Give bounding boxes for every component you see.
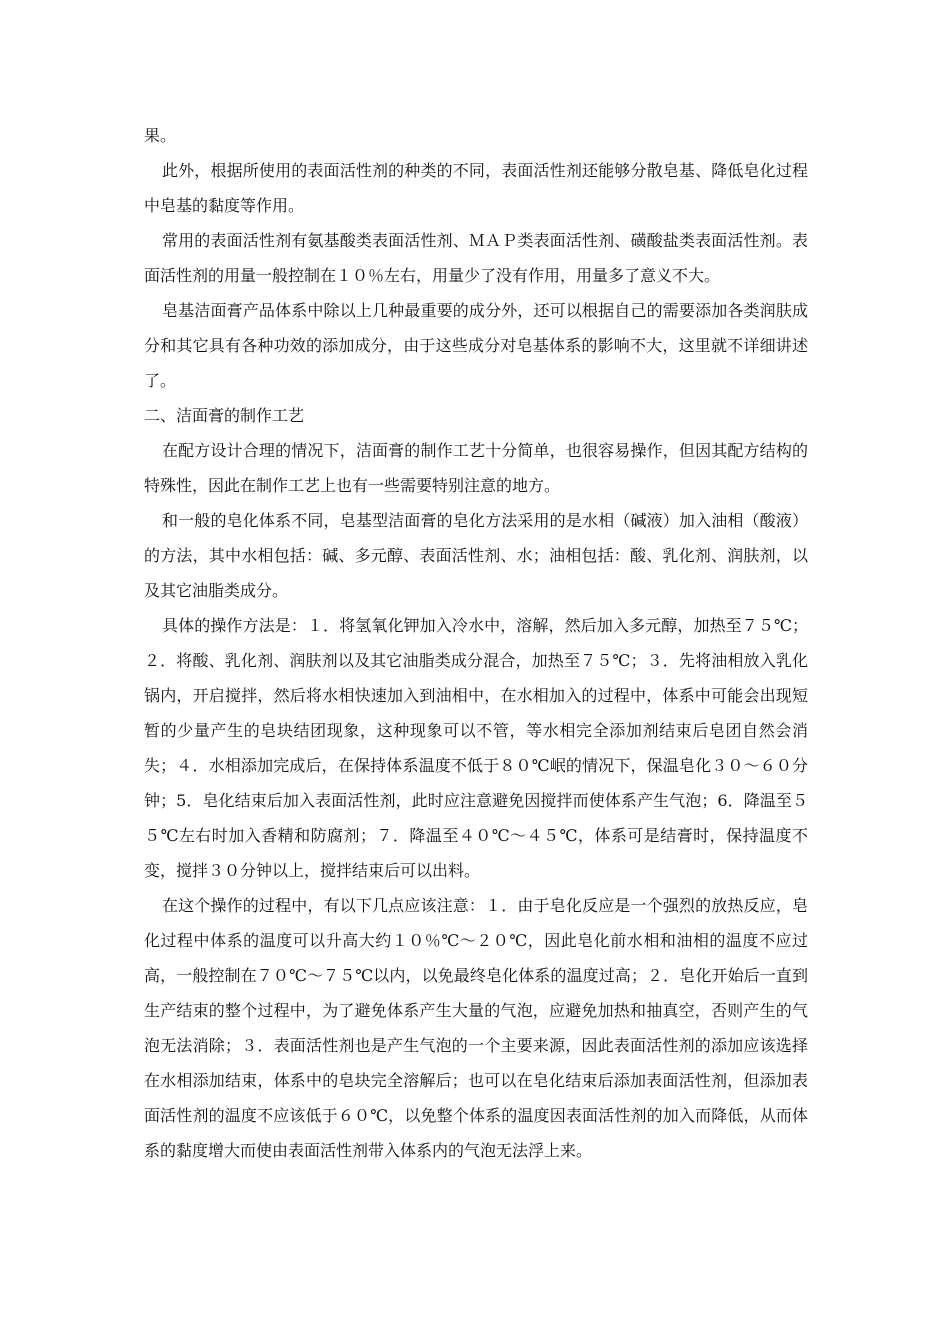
paragraph-precautions: 在这个操作的过程中，有以下几点应该注意：１．由于皂化反应是一个强烈的放热反应，皂化过程中体系的温度可以升高大约１０％℃～２０℃，因此皂化前水相和油相的温度不应过高，一般控制在７０℃～７５℃以内，以免最终皂化体系的温度过高；２．皂化开始后一直到生产结束的整个过程中，为了避免体系产生大量的气泡，应避免加热和抽真空，否则产生的气泡无法消除；３．表面活性剂也是产生气泡的一个主要来源，因此表面活性剂的添加应该选择在水相添加结束，体系中的皂块完全溶解后；也可以在皂化结束后添加表面活性剂，但添加表面活性剂的温度不应该低于６０℃，以免整个体系的温度因表面活性剂的加入而降低，从而体系的黏度增大而使由表面活性剂带入体系内的气泡无法浮上来。 <box>144 896 808 1160</box>
paragraph-continuation: 果。 <box>144 126 177 145</box>
paragraph-other-ingredients: 皂基洁面膏产品体系中除以上几种最重要的成分外，还可以根据自己的需要添加各类润肤成分和其它具有各种功效的添加成分，由于这些成分对皂基体系的影响不大，这里就不详细讲述了。 <box>144 301 808 390</box>
paragraph-process-intro: 在配方设计合理的情况下，洁面膏的制作工艺十分简单，也很容易操作，但因其配方结构的特殊性，因此在制作工艺上也有一些需要特别注意的地方。 <box>144 441 808 495</box>
section-heading: 二、洁面膏的制作工艺 <box>144 406 305 425</box>
paragraph-operation-steps: 具体的操作方法是：１．将氢氧化钾加入冷水中，溶解，然后加入多元醇，加热至７５℃；２．将酸、乳化剂、润肤剂以及其它油脂类成分混合，加热至７５℃；３．先将油相放入乳化锅内，开启搅拌，然后将水相快速加入到油相中，在水相加入的过程中，体系中可能会出现短暂的少量产生的皂块结团现象，这种现象可以不管，等水相完全添加剂结束后皂团自然会消失；４．水相添加完成后，在保持体系温度不低于８０℃岷的情况下，保温皂化３０～６０分钟；5．皂化结束后加入表面活性剂，此时应注意避免因搅拌而使体系产生气泡；6．降温至５５℃左右时加入香精和防腐剂；７．降温至４０℃～４５℃，体系可是结膏时，保持温度不变，搅拌３０分钟以上，搅拌结束后可以出料。 <box>144 616 808 880</box>
document-body <box>144 118 808 1168</box>
paragraph-saponification-method: 和一般的皂化体系不同，皂基型洁面膏的皂化方法采用的是水相（碱液）加入油相（酸液）的方法，其中水相包括：碱、多元醇、表面活性剂、水；油相包括：酸、乳化剂、润肤剂，以及其它油脂类成分。 <box>144 511 808 600</box>
paragraph-surfactant-function: 此外，根据所使用的表面活性剂的种类的不同，表面活性剂还能够分散皂基、降低皂化过程中皂基的黏度等作用。 <box>144 161 808 215</box>
paragraph-common-surfactants: 常用的表面活性剂有氨基酸类表面活性剂、ＭＡＰ类表面活性剂、磺酸盐类表面活性剂。表面活性剂的用量一般控制在１０％左右，用量少了没有作用，用量多了意义不大。 <box>144 231 808 285</box>
